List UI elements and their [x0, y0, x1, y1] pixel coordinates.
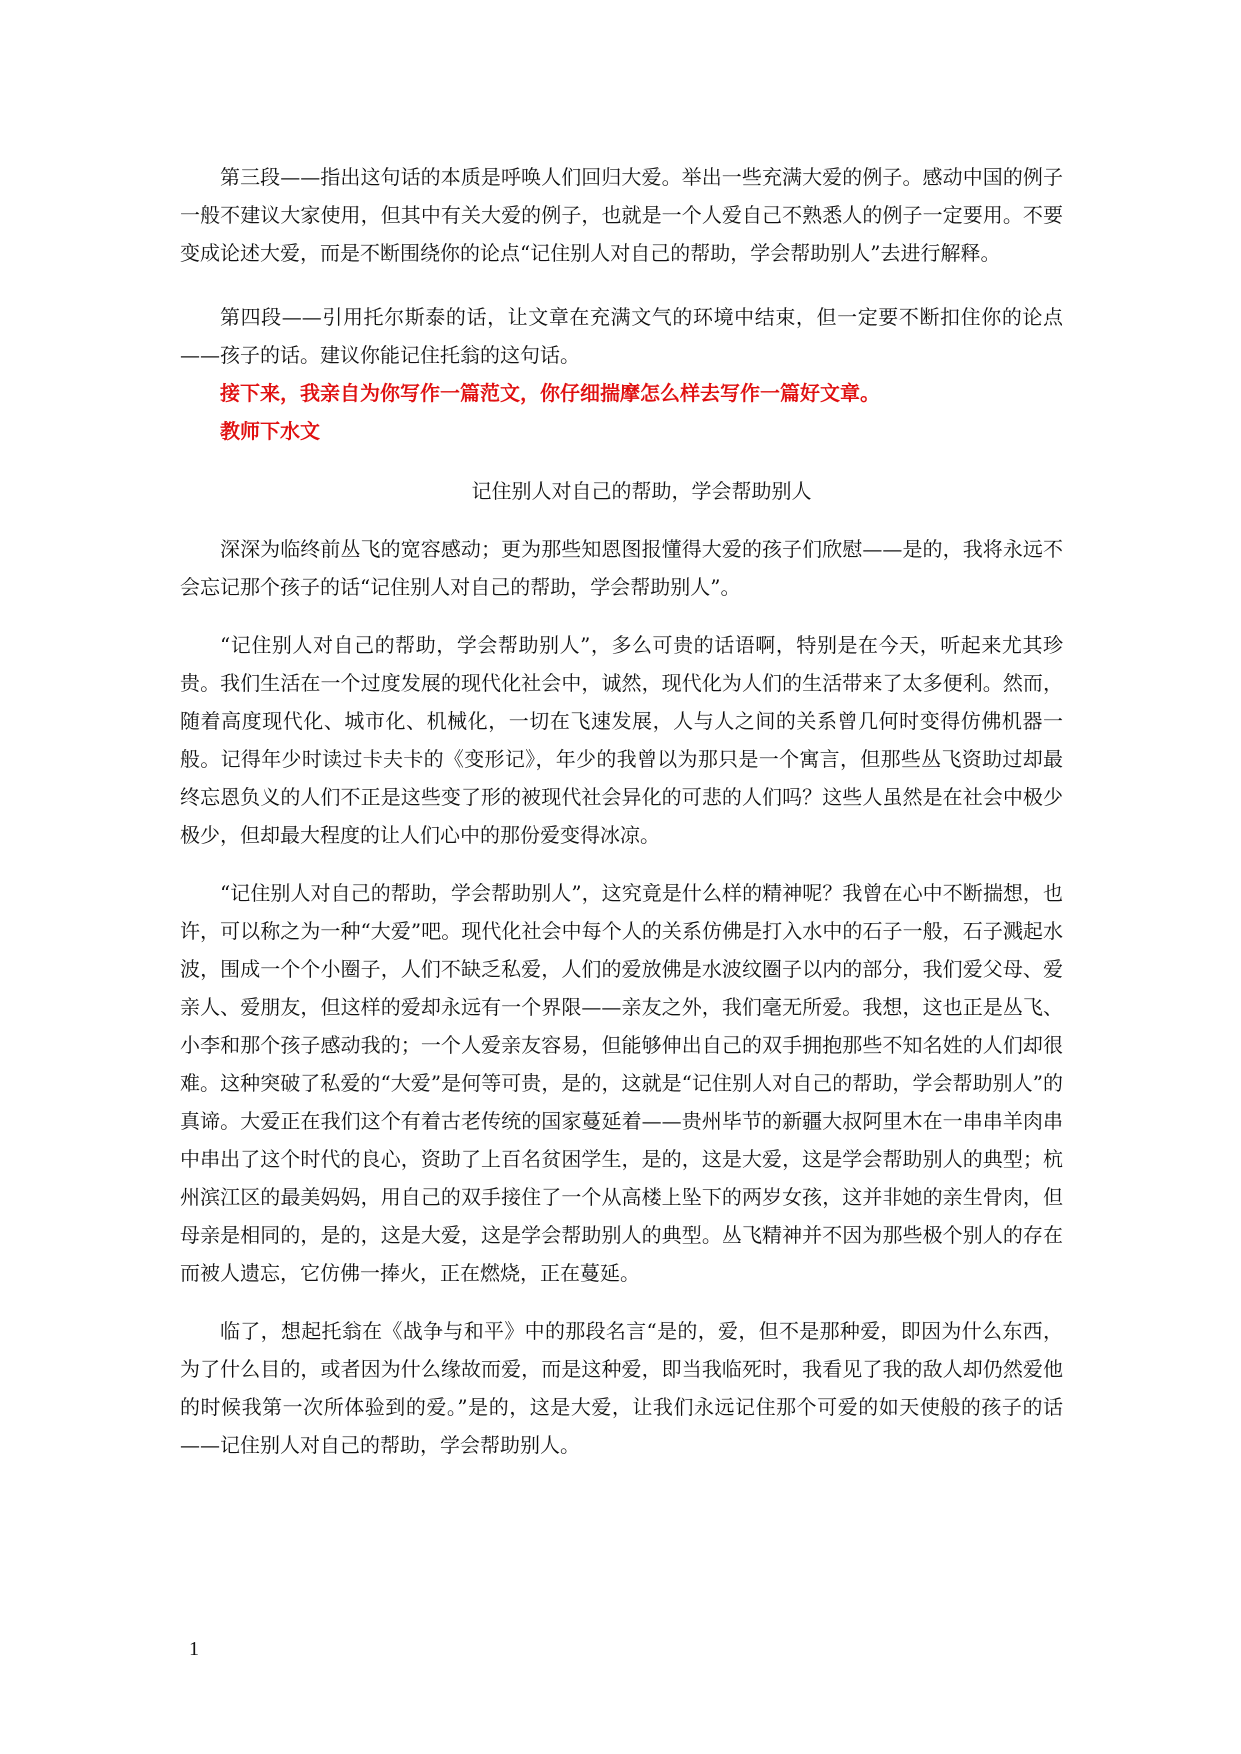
paragraph-section-three: 第三段——指出这句话的本质是呼唤人们回归大爱。举出一些充满大爱的例子。感动中国的例子一般不建议大家使用，但其中有关大爱的例子，也就是一个人爱自己不熟悉人的例子一定要用。不要变成论述大爱，而是不断围绕你的论点“记住别人对自己的帮助，学会帮助别人”去进行解释。 — [180, 165, 1063, 265]
page-number: 1 — [189, 1638, 199, 1660]
highlight-label-teacher-essay: 教师下水文 — [220, 419, 320, 443]
highlight-intro-line: 接下来，我亲自为你写作一篇范文，你仔细揣摩怎么样去写作一篇好文章。 — [220, 381, 880, 405]
essay-paragraph-2: “记住别人对自己的帮助，学会帮助别人”，多么可贵的话语啊，特别是在今天，听起来尤其珍贵。我们生活在一个过度发展的现代化社会中，诚然，现代化为人们的生活带来了太多便利。然而，随着高度现代化、城市化、机械化，一切在飞速发展，人与人之间的关系曾几何时变得仿佛机器一般。记得年少时读过卡夫卡的《变形记》，年少的我曾以为那只是一个寓言，但那些丛飞资助过却最终忘恩负义的人们不正是这些变了形的被现代社会异化的可悲的人们吗？这些人虽然是在社会中极少极少，但却最大程度的让人们心中的那份爱变得冰凉。 — [180, 633, 1063, 847]
essay-paragraph-1: 深深为临终前丛飞的宽容感动；更为那些知恩图报懂得大爱的孩子们欣慰——是的，我将永远不会忘记那个孩子的话“记住别人对自己的帮助，学会帮助别人”。 — [180, 537, 1063, 599]
essay-paragraph-4: 临了，想起托翁在《战争与和平》中的那段名言“是的，爱，但不是那种爱，即因为什么东西，为了什么目的，或者因为什么缘故而爱，而是这种爱，即当我临死时，我看见了我的敌人却仍然爱他的时候我第一次所体验到的爱。”是的，这是大爱，让我们永远记住那个可爱的如天使般的孩子的话——记住别人对自己的帮助，学会帮助别人。 — [180, 1319, 1063, 1457]
essay-paragraph-3: “记住别人对自己的帮助，学会帮助别人”，这究竟是什么样的精神呢？我曾在心中不断揣想，也许，可以称之为一种“大爱”吧。现代化社会中每个人的关系仿佛是打入水中的石子一般，石子溅起水波，围成一个个小圈子，人们不缺乏私爱，人们的爱放佛是水波纹圈子以内的部分，我们爱父母、爱亲人、爱朋友，但这样的爱却永远有一个界限——亲友之外，我们毫无所爱。我想，这也正是丛飞、小李和那个孩子感动我的；一个人爱亲友容易，但能够伸出自己的双手拥抱那些不知名姓的人们却很难。这种突破了私爱的“大爱”是何等可贵，是的，这就是“记住别人对自己的帮助，学会帮助别人”的真谛。大爱正在我们这个有着古老传统的国家蔓延着——贵州毕节的新疆大叔阿里木在一串串羊肉串中串出了这个时代的良心，资助了上百名贫困学生，是的，这是大爱，这是学会帮助别人的典型；杭州滨江区的最美妈妈，用自己的双手接住了一个从高楼上坠下的两岁女孩，这并非她的亲生骨肉，但母亲是相同的，是的，这是大爱，这是学会帮助别人的典型。丛飞精神并不因为那些极个别人的存在而被人遗忘，它仿佛一捧火，正在燃烧，正在蔓延。 — [180, 881, 1063, 1285]
paragraph-section-four: 第四段——引用托尔斯泰的话，让文章在充满文气的环境中结束，但一定要不断扣住你的论点——孩子的话。建议你能记住托翁的这句话。 — [180, 305, 1063, 367]
essay-title: 记住别人对自己的帮助，学会帮助别人 — [471, 479, 812, 503]
